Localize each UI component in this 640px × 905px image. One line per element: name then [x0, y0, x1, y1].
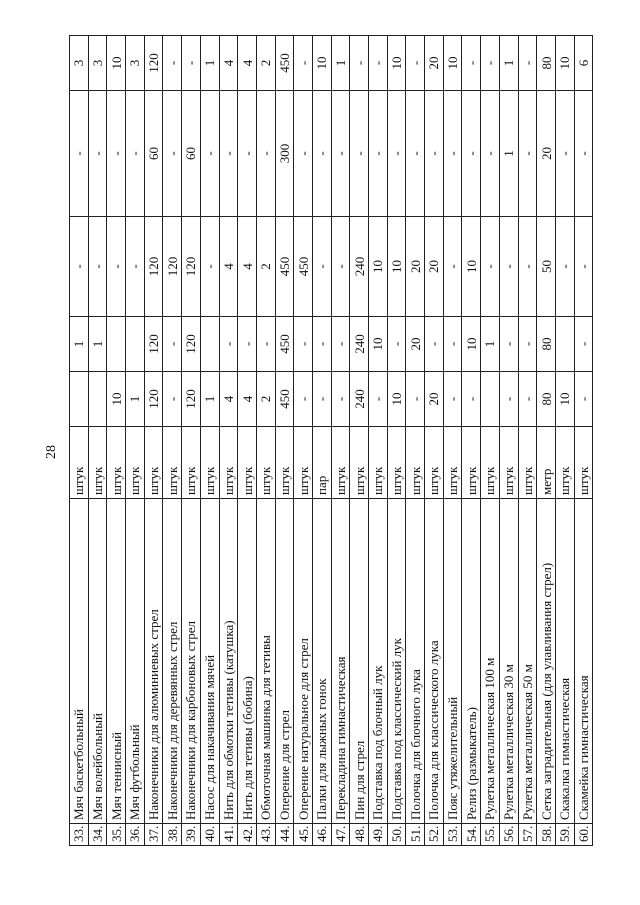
- qty-col-5: 450: [275, 36, 294, 91]
- item-name: Наконечники для алюминиевых стрел: [144, 499, 163, 824]
- qty-col-5: 10: [387, 36, 406, 91]
- item-name: Насос для накачивания мячей: [200, 499, 219, 824]
- qty-col-4: -: [331, 91, 350, 217]
- qty-col-4: -: [443, 91, 462, 217]
- table-row: [369, 36, 388, 846]
- qty-col-1: 10: [555, 372, 574, 427]
- row-number: 33.: [70, 824, 89, 846]
- table-row: [163, 36, 182, 846]
- table-row: [574, 36, 593, 846]
- qty-col-3: -: [312, 217, 331, 317]
- qty-col-4: -: [350, 91, 369, 217]
- item-name: Подставка под блочный лук: [369, 499, 388, 824]
- table-row: [70, 36, 89, 846]
- table-row: [126, 36, 145, 846]
- qty-col-4: -: [200, 91, 219, 217]
- qty-col-1: 120: [182, 372, 201, 427]
- qty-col-4: -: [294, 91, 313, 217]
- qty-col-1: 20: [425, 372, 444, 427]
- unit-cell: штук: [518, 427, 537, 499]
- table-row: [256, 36, 275, 846]
- qty-col-5: -: [163, 36, 182, 91]
- table-row: [88, 36, 107, 846]
- qty-col-4: 300: [275, 91, 294, 217]
- qty-col-3: 20: [425, 217, 444, 317]
- qty-col-1: -: [312, 372, 331, 427]
- qty-col-4: -: [369, 91, 388, 217]
- qty-col-3: -: [88, 217, 107, 317]
- qty-col-3: 10: [387, 217, 406, 317]
- qty-col-3: -: [70, 217, 89, 317]
- qty-col-1: 2: [256, 372, 275, 427]
- qty-col-1: -: [331, 372, 350, 427]
- table-row: [200, 36, 219, 846]
- qty-col-4: 1: [499, 91, 518, 217]
- unit-cell: штук: [443, 427, 462, 499]
- table-container: [69, 36, 591, 846]
- qty-col-3: 120: [163, 217, 182, 317]
- row-number: 47.: [331, 824, 350, 846]
- row-number: 35.: [107, 824, 126, 846]
- qty-col-3: 20: [406, 217, 425, 317]
- unit-cell: штук: [294, 427, 313, 499]
- row-number: 46.: [312, 824, 331, 846]
- row-number: 40.: [200, 824, 219, 846]
- qty-col-5: -: [518, 36, 537, 91]
- qty-col-4: 20: [537, 91, 556, 217]
- qty-col-2: [555, 317, 574, 372]
- qty-col-2: -: [387, 317, 406, 372]
- qty-col-1: [70, 372, 89, 427]
- qty-col-2: -: [518, 317, 537, 372]
- qty-col-2: -: [443, 317, 462, 372]
- item-name: Полочка для блочного лука: [406, 499, 425, 824]
- qty-col-1: -: [443, 372, 462, 427]
- qty-col-5: 6: [574, 36, 593, 91]
- qty-col-2: 1: [481, 317, 500, 372]
- page-number: 28: [44, 445, 59, 459]
- row-number: 39.: [182, 824, 201, 846]
- unit-cell: штук: [126, 427, 145, 499]
- row-number: 52.: [425, 824, 444, 846]
- qty-col-1: 120: [144, 372, 163, 427]
- qty-col-5: -: [462, 36, 481, 91]
- table-row: [443, 36, 462, 846]
- item-name: Наконечники для деревянных стрел: [163, 499, 182, 824]
- qty-col-2: 10: [369, 317, 388, 372]
- qty-col-3: 10: [369, 217, 388, 317]
- unit-cell: штук: [144, 427, 163, 499]
- unit-cell: пар: [312, 427, 331, 499]
- qty-col-2: 240: [350, 317, 369, 372]
- qty-col-1: 10: [107, 372, 126, 427]
- qty-col-4: -: [462, 91, 481, 217]
- row-number: 59.: [555, 824, 574, 846]
- table-row: [481, 36, 500, 846]
- qty-col-4: -: [387, 91, 406, 217]
- qty-col-1: 1: [200, 372, 219, 427]
- unit-cell: штук: [499, 427, 518, 499]
- qty-col-1: [481, 372, 500, 427]
- qty-col-4: -: [70, 91, 89, 217]
- qty-col-2: 120: [144, 317, 163, 372]
- qty-col-2: 1: [88, 317, 107, 372]
- unit-cell: штук: [163, 427, 182, 499]
- unit-cell: штук: [200, 427, 219, 499]
- qty-col-2: -: [312, 317, 331, 372]
- qty-col-3: 2: [256, 217, 275, 317]
- qty-col-4: -: [425, 91, 444, 217]
- item-name: Мяч волейбольный: [88, 499, 107, 824]
- qty-col-4: 60: [182, 91, 201, 217]
- row-number: 51.: [406, 824, 425, 846]
- table-row: [275, 36, 294, 846]
- qty-col-3: 240: [350, 217, 369, 317]
- qty-col-3: 450: [294, 217, 313, 317]
- item-name: Рулетка металлическая 100 м: [481, 499, 500, 824]
- qty-col-3: 50: [537, 217, 556, 317]
- qty-col-4: -: [481, 91, 500, 217]
- qty-col-2: [107, 317, 126, 372]
- item-name: Рулетка металлическая 30 м: [499, 499, 518, 824]
- table-row: [331, 36, 350, 846]
- equipment-table: [69, 35, 593, 846]
- qty-col-1: -: [462, 372, 481, 427]
- qty-col-1: -: [406, 372, 425, 427]
- item-name: Пояс утяжелительный: [443, 499, 462, 824]
- unit-cell: штук: [88, 427, 107, 499]
- table-row: [555, 36, 574, 846]
- table-row: [518, 36, 537, 846]
- qty-col-1: -: [574, 372, 593, 427]
- table-row: [350, 36, 369, 846]
- qty-col-1: -: [163, 372, 182, 427]
- qty-col-4: -: [518, 91, 537, 217]
- qty-col-2: [126, 317, 145, 372]
- item-name: Нить для тетивы (бобина): [238, 499, 257, 824]
- unit-cell: штук: [350, 427, 369, 499]
- unit-cell: штук: [182, 427, 201, 499]
- qty-col-3: -: [200, 217, 219, 317]
- table-body: [70, 36, 593, 846]
- qty-col-1: 10: [387, 372, 406, 427]
- row-number: 34.: [88, 824, 107, 846]
- row-number: 55.: [481, 824, 500, 846]
- qty-col-5: 3: [126, 36, 145, 91]
- qty-col-5: 3: [70, 36, 89, 91]
- row-number: 56.: [499, 824, 518, 846]
- table-row: [219, 36, 238, 846]
- item-name: Сетка заградительная (для улавливания стрел): [537, 499, 556, 824]
- qty-col-2: -: [163, 317, 182, 372]
- qty-col-5: -: [406, 36, 425, 91]
- qty-col-2: -: [256, 317, 275, 372]
- qty-col-1: -: [518, 372, 537, 427]
- qty-col-1: 450: [275, 372, 294, 427]
- item-name: Подставка под классический лук: [387, 499, 406, 824]
- unit-cell: штук: [369, 427, 388, 499]
- unit-cell: штук: [425, 427, 444, 499]
- qty-col-5: -: [481, 36, 500, 91]
- qty-col-3: -: [518, 217, 537, 317]
- qty-col-5: -: [294, 36, 313, 91]
- unit-cell: штук: [256, 427, 275, 499]
- table-row: [537, 36, 556, 846]
- table-row: [425, 36, 444, 846]
- qty-col-3: -: [499, 217, 518, 317]
- unit-cell: штук: [406, 427, 425, 499]
- row-number: 38.: [163, 824, 182, 846]
- qty-col-2: -: [499, 317, 518, 372]
- item-name: Скакалка гимнастическая: [555, 499, 574, 824]
- qty-col-2: -: [331, 317, 350, 372]
- unit-cell: штук: [331, 427, 350, 499]
- qty-col-2: 10: [462, 317, 481, 372]
- qty-col-3: -: [126, 217, 145, 317]
- qty-col-5: -: [369, 36, 388, 91]
- qty-col-3: -: [555, 217, 574, 317]
- unit-cell: штук: [107, 427, 126, 499]
- table-row: [182, 36, 201, 846]
- item-name: Релиз (размыкатель): [462, 499, 481, 824]
- qty-col-5: 120: [144, 36, 163, 91]
- qty-col-1: 240: [350, 372, 369, 427]
- qty-col-4: -: [163, 91, 182, 217]
- table-row: [312, 36, 331, 846]
- qty-col-5: 2: [256, 36, 275, 91]
- qty-col-1: 1: [126, 372, 145, 427]
- row-number: 48.: [350, 824, 369, 846]
- qty-col-3: 4: [238, 217, 257, 317]
- item-name: Палки для лыжных гонок: [312, 499, 331, 824]
- item-name: Мяч баскетбольный: [70, 499, 89, 824]
- row-number: 41.: [219, 824, 238, 846]
- qty-col-2: -: [425, 317, 444, 372]
- item-name: Пин для стрел: [350, 499, 369, 824]
- rotated-table-frame: [69, 36, 591, 846]
- qty-col-1: -: [294, 372, 313, 427]
- qty-col-3: 10: [462, 217, 481, 317]
- item-name: Обмоточная машинка для тетивы: [256, 499, 275, 824]
- unit-cell: штук: [481, 427, 500, 499]
- unit-cell: штук: [219, 427, 238, 499]
- unit-cell: штук: [462, 427, 481, 499]
- qty-col-4: -: [238, 91, 257, 217]
- item-name: Скамейка гимнастическая: [574, 499, 593, 824]
- qty-col-5: 3: [88, 36, 107, 91]
- qty-col-5: 10: [443, 36, 462, 91]
- qty-col-5: 1: [200, 36, 219, 91]
- unit-cell: штук: [70, 427, 89, 499]
- row-number: 36.: [126, 824, 145, 846]
- table-row: [144, 36, 163, 846]
- qty-col-1: [88, 372, 107, 427]
- qty-col-2: 1: [70, 317, 89, 372]
- qty-col-5: -: [350, 36, 369, 91]
- item-name: Оперение для стрел: [275, 499, 294, 824]
- qty-col-5: 1: [331, 36, 350, 91]
- row-number: 53.: [443, 824, 462, 846]
- qty-col-3: -: [574, 217, 593, 317]
- item-name: Полочка для классического лука: [425, 499, 444, 824]
- qty-col-1: -: [369, 372, 388, 427]
- unit-cell: штук: [387, 427, 406, 499]
- qty-col-5: 1: [499, 36, 518, 91]
- qty-col-2: -: [574, 317, 593, 372]
- row-number: 43.: [256, 824, 275, 846]
- qty-col-5: -: [182, 36, 201, 91]
- qty-col-4: -: [312, 91, 331, 217]
- item-name: Мяч футбольный: [126, 499, 145, 824]
- item-name: Оперение натуральное для стрел: [294, 499, 313, 824]
- qty-col-4: -: [219, 91, 238, 217]
- qty-col-3: 120: [144, 217, 163, 317]
- table-row: [238, 36, 257, 846]
- qty-col-5: 80: [537, 36, 556, 91]
- row-number: 50.: [387, 824, 406, 846]
- row-number: 58.: [537, 824, 556, 846]
- qty-col-4: 60: [144, 91, 163, 217]
- qty-col-5: 10: [107, 36, 126, 91]
- unit-cell: метр: [537, 427, 556, 499]
- qty-col-2: 80: [537, 317, 556, 372]
- qty-col-5: 4: [238, 36, 257, 91]
- qty-col-2: -: [238, 317, 257, 372]
- row-number: 45.: [294, 824, 313, 846]
- qty-col-1: 4: [219, 372, 238, 427]
- qty-col-5: 10: [555, 36, 574, 91]
- table-row: [462, 36, 481, 846]
- qty-col-5: 20: [425, 36, 444, 91]
- row-number: 44.: [275, 824, 294, 846]
- qty-col-2: 20: [406, 317, 425, 372]
- qty-col-2: [200, 317, 219, 372]
- qty-col-3: 450: [275, 217, 294, 317]
- row-number: 54.: [462, 824, 481, 846]
- qty-col-4: -: [126, 91, 145, 217]
- table-row: [499, 36, 518, 846]
- unit-cell: штук: [275, 427, 294, 499]
- qty-col-5: 4: [219, 36, 238, 91]
- item-name: Рулетка металлическая 50 м: [518, 499, 537, 824]
- qty-col-2: -: [219, 317, 238, 372]
- qty-col-2: -: [294, 317, 313, 372]
- qty-col-3: -: [331, 217, 350, 317]
- unit-cell: штук: [574, 427, 593, 499]
- row-number: 57.: [518, 824, 537, 846]
- qty-col-4: -: [107, 91, 126, 217]
- qty-col-4: -: [574, 91, 593, 217]
- qty-col-3: -: [443, 217, 462, 317]
- qty-col-1: 4: [238, 372, 257, 427]
- qty-col-1: 80: [537, 372, 556, 427]
- row-number: 42.: [238, 824, 257, 846]
- qty-col-1: -: [499, 372, 518, 427]
- item-name: Перекладина гимнастическая: [331, 499, 350, 824]
- qty-col-2: 120: [182, 317, 201, 372]
- item-name: Нить для обмотки тетивы (катушка): [219, 499, 238, 824]
- item-name: Наконечники для карбоновых стрел: [182, 499, 201, 824]
- qty-col-2: 450: [275, 317, 294, 372]
- qty-col-3: 120: [182, 217, 201, 317]
- table-row: [406, 36, 425, 846]
- qty-col-4: -: [256, 91, 275, 217]
- unit-cell: штук: [555, 427, 574, 499]
- qty-col-5: 10: [312, 36, 331, 91]
- qty-col-4: -: [406, 91, 425, 217]
- unit-cell: штук: [238, 427, 257, 499]
- table-row: [294, 36, 313, 846]
- table-row: [107, 36, 126, 846]
- row-number: 60.: [574, 824, 593, 846]
- qty-col-3: -: [481, 217, 500, 317]
- row-number: 37.: [144, 824, 163, 846]
- qty-col-3: -: [107, 217, 126, 317]
- qty-col-4: -: [88, 91, 107, 217]
- row-number: 49.: [369, 824, 388, 846]
- qty-col-3: 4: [219, 217, 238, 317]
- item-name: Мяч теннисный: [107, 499, 126, 824]
- table-row: [387, 36, 406, 846]
- qty-col-4: -: [555, 91, 574, 217]
